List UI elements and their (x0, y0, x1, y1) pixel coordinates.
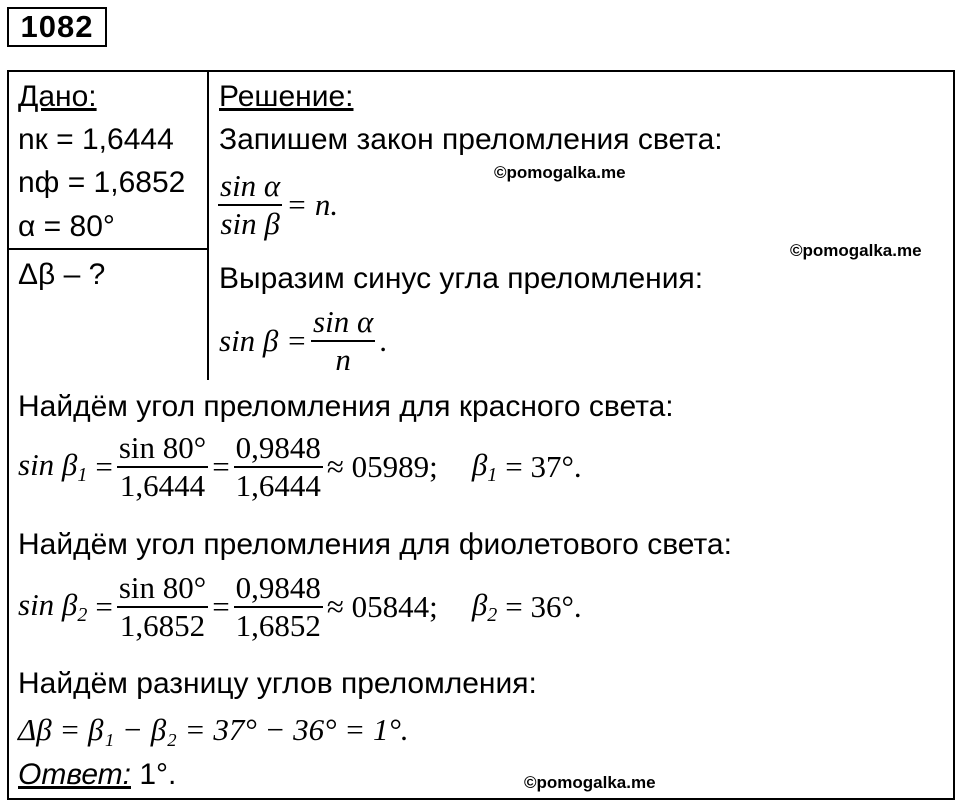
find-line: Δβ – ? (18, 258, 106, 291)
denominator: n (335, 342, 351, 377)
given-divider (7, 248, 208, 250)
step-violet-light: Найдём угол преломления для фиолетового света: (18, 528, 732, 561)
step-red-light: Найдём угол преломления для красного света: (18, 390, 674, 423)
denominator: 1,6444 (235, 468, 321, 503)
step-difference: Найдём разницу углов преломления: (18, 667, 537, 700)
given-line-nf: nф = 1,6852 (18, 166, 186, 199)
watermark: ©pomogalka.me (494, 163, 626, 182)
step-snell-law: Запишем закон преломления света: (219, 123, 723, 156)
denominator: sin β (220, 206, 280, 241)
lhs: $\sin \beta_1$ (18, 447, 88, 486)
equation-lhs: sin β = (219, 323, 308, 358)
given-line-nk: nк = 1,6444 (18, 123, 174, 156)
denominator: 1,6444 (119, 468, 206, 503)
equation-sine-beta (219, 304, 387, 378)
column-divider (207, 70, 209, 380)
answer-line (18, 758, 176, 792)
denominator: 1,6852 (235, 608, 321, 643)
numerator: 0,9848 (235, 570, 321, 605)
approx-value: ≈ 05989; (326, 449, 438, 484)
fraction (218, 168, 282, 242)
result: $\beta_1$ (471, 447, 498, 486)
answer-label: Ответ: (18, 758, 131, 791)
equation-rhs: = n. (286, 187, 339, 222)
equation-difference: Δβ = β₁ − β₂ = 37° − 36° = 1°. (18, 712, 409, 747)
equation-snell (214, 168, 338, 242)
problem-number: 1082 (7, 7, 107, 47)
approx-value: ≈ 05844; (326, 589, 438, 624)
solution-heading: Решение: (219, 80, 354, 113)
fraction (234, 430, 323, 504)
step-express-sine: Выразим синус угла преломления: (219, 262, 704, 295)
given-line-alpha: α = 80° (18, 210, 115, 243)
answer-value: 1°. (131, 758, 177, 791)
fraction (234, 570, 323, 644)
numerator: sin 80° (118, 430, 207, 465)
equation-red: $\sin \beta_1$ = $\frac{\sin 80^\circ}{1,6444}$ = $\frac{0,9848}{1,6444}$ ≈ 05989; $\beta_1$ = 37°. (18, 430, 582, 503)
equation-violet: $\sin \beta_2$ = $\frac{\sin 80^\circ}{1,6852}$ = $\frac{0,9848}{1,6852}$ ≈ 05844; $\beta_2$ = 36°. (18, 570, 582, 643)
lhs: $\sin \beta_2$ (18, 587, 88, 626)
result: $\beta_2$ (471, 587, 498, 626)
watermark: ©pomogalka.me (790, 241, 922, 260)
numerator: 0,9848 (235, 430, 321, 465)
given-heading: Дано: (18, 80, 97, 113)
fraction (117, 570, 208, 644)
numerator: sin α (313, 304, 374, 339)
fraction (311, 304, 375, 378)
denominator: 1,6852 (119, 608, 206, 643)
numerator: sin 80° (118, 570, 207, 605)
numerator: sin α (220, 168, 281, 203)
equation-end: . (379, 323, 387, 358)
watermark: ©pomogalka.me (524, 773, 656, 792)
fraction (117, 430, 208, 504)
